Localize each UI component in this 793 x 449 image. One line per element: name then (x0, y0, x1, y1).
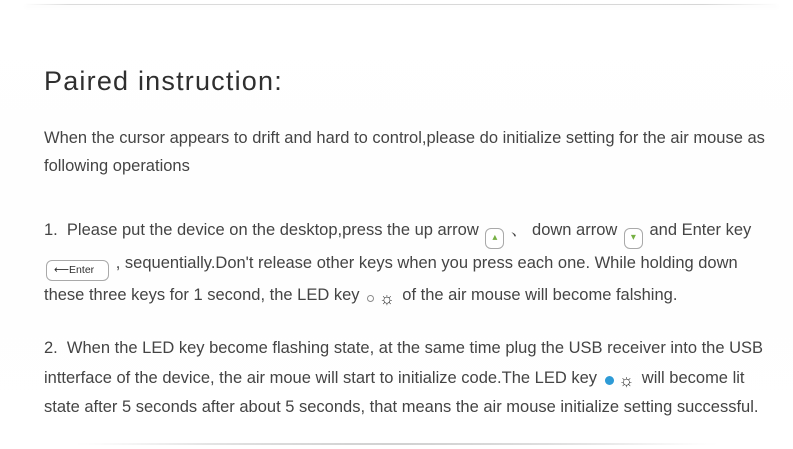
up-arrow-key (485, 228, 504, 249)
led-sun-icon: ☼ (618, 370, 635, 390)
led-on-dot-icon (605, 376, 614, 385)
down-arrow-key (624, 228, 643, 249)
intro-paragraph: When the cursor appears to drift and hard to control,please do initialize setting for the air mouse as following operations (44, 129, 765, 175)
step-2-text-2: will become lit state after 5 seconds after about 5 seconds, that means the air mouse initialize setting successful. (44, 368, 759, 417)
step-1-paragraph (44, 216, 766, 310)
enter-key (46, 260, 109, 281)
step-2-paragraph (44, 334, 766, 423)
step-1-text-1: 1. Please put the device on the desktop,press the up arrow (44, 221, 484, 239)
step-1-text-2: 、 down arrow (506, 221, 622, 239)
down-arrow-icon: ▾ (630, 232, 636, 243)
enter-key-label: ⟵Enter (54, 263, 95, 276)
up-arrow-icon: ▴ (492, 232, 498, 243)
step-1-text-3: and Enter key (644, 221, 752, 239)
step-1-text-4: , sequentially.Don't release other keys when you press each one. While holding down these three keys for 1 second, the LED key (44, 253, 738, 304)
led-off-dot-icon (367, 295, 374, 302)
bottom-divider (72, 443, 721, 445)
content-area (44, 0, 766, 423)
step-2-text-1: 2. When the LED key become flashing state, at the same time plug the USB receiver into the USB intterface of the device, the air moue will start to initialize code.The LED key (44, 339, 764, 387)
led-off-icon (367, 290, 395, 307)
led-on-icon (605, 372, 635, 389)
page-title: Paired instruction: (44, 66, 283, 96)
led-sun-icon: ☼ (379, 288, 395, 308)
step-1-text-5: of the air mouse will become falshing. (397, 285, 678, 304)
